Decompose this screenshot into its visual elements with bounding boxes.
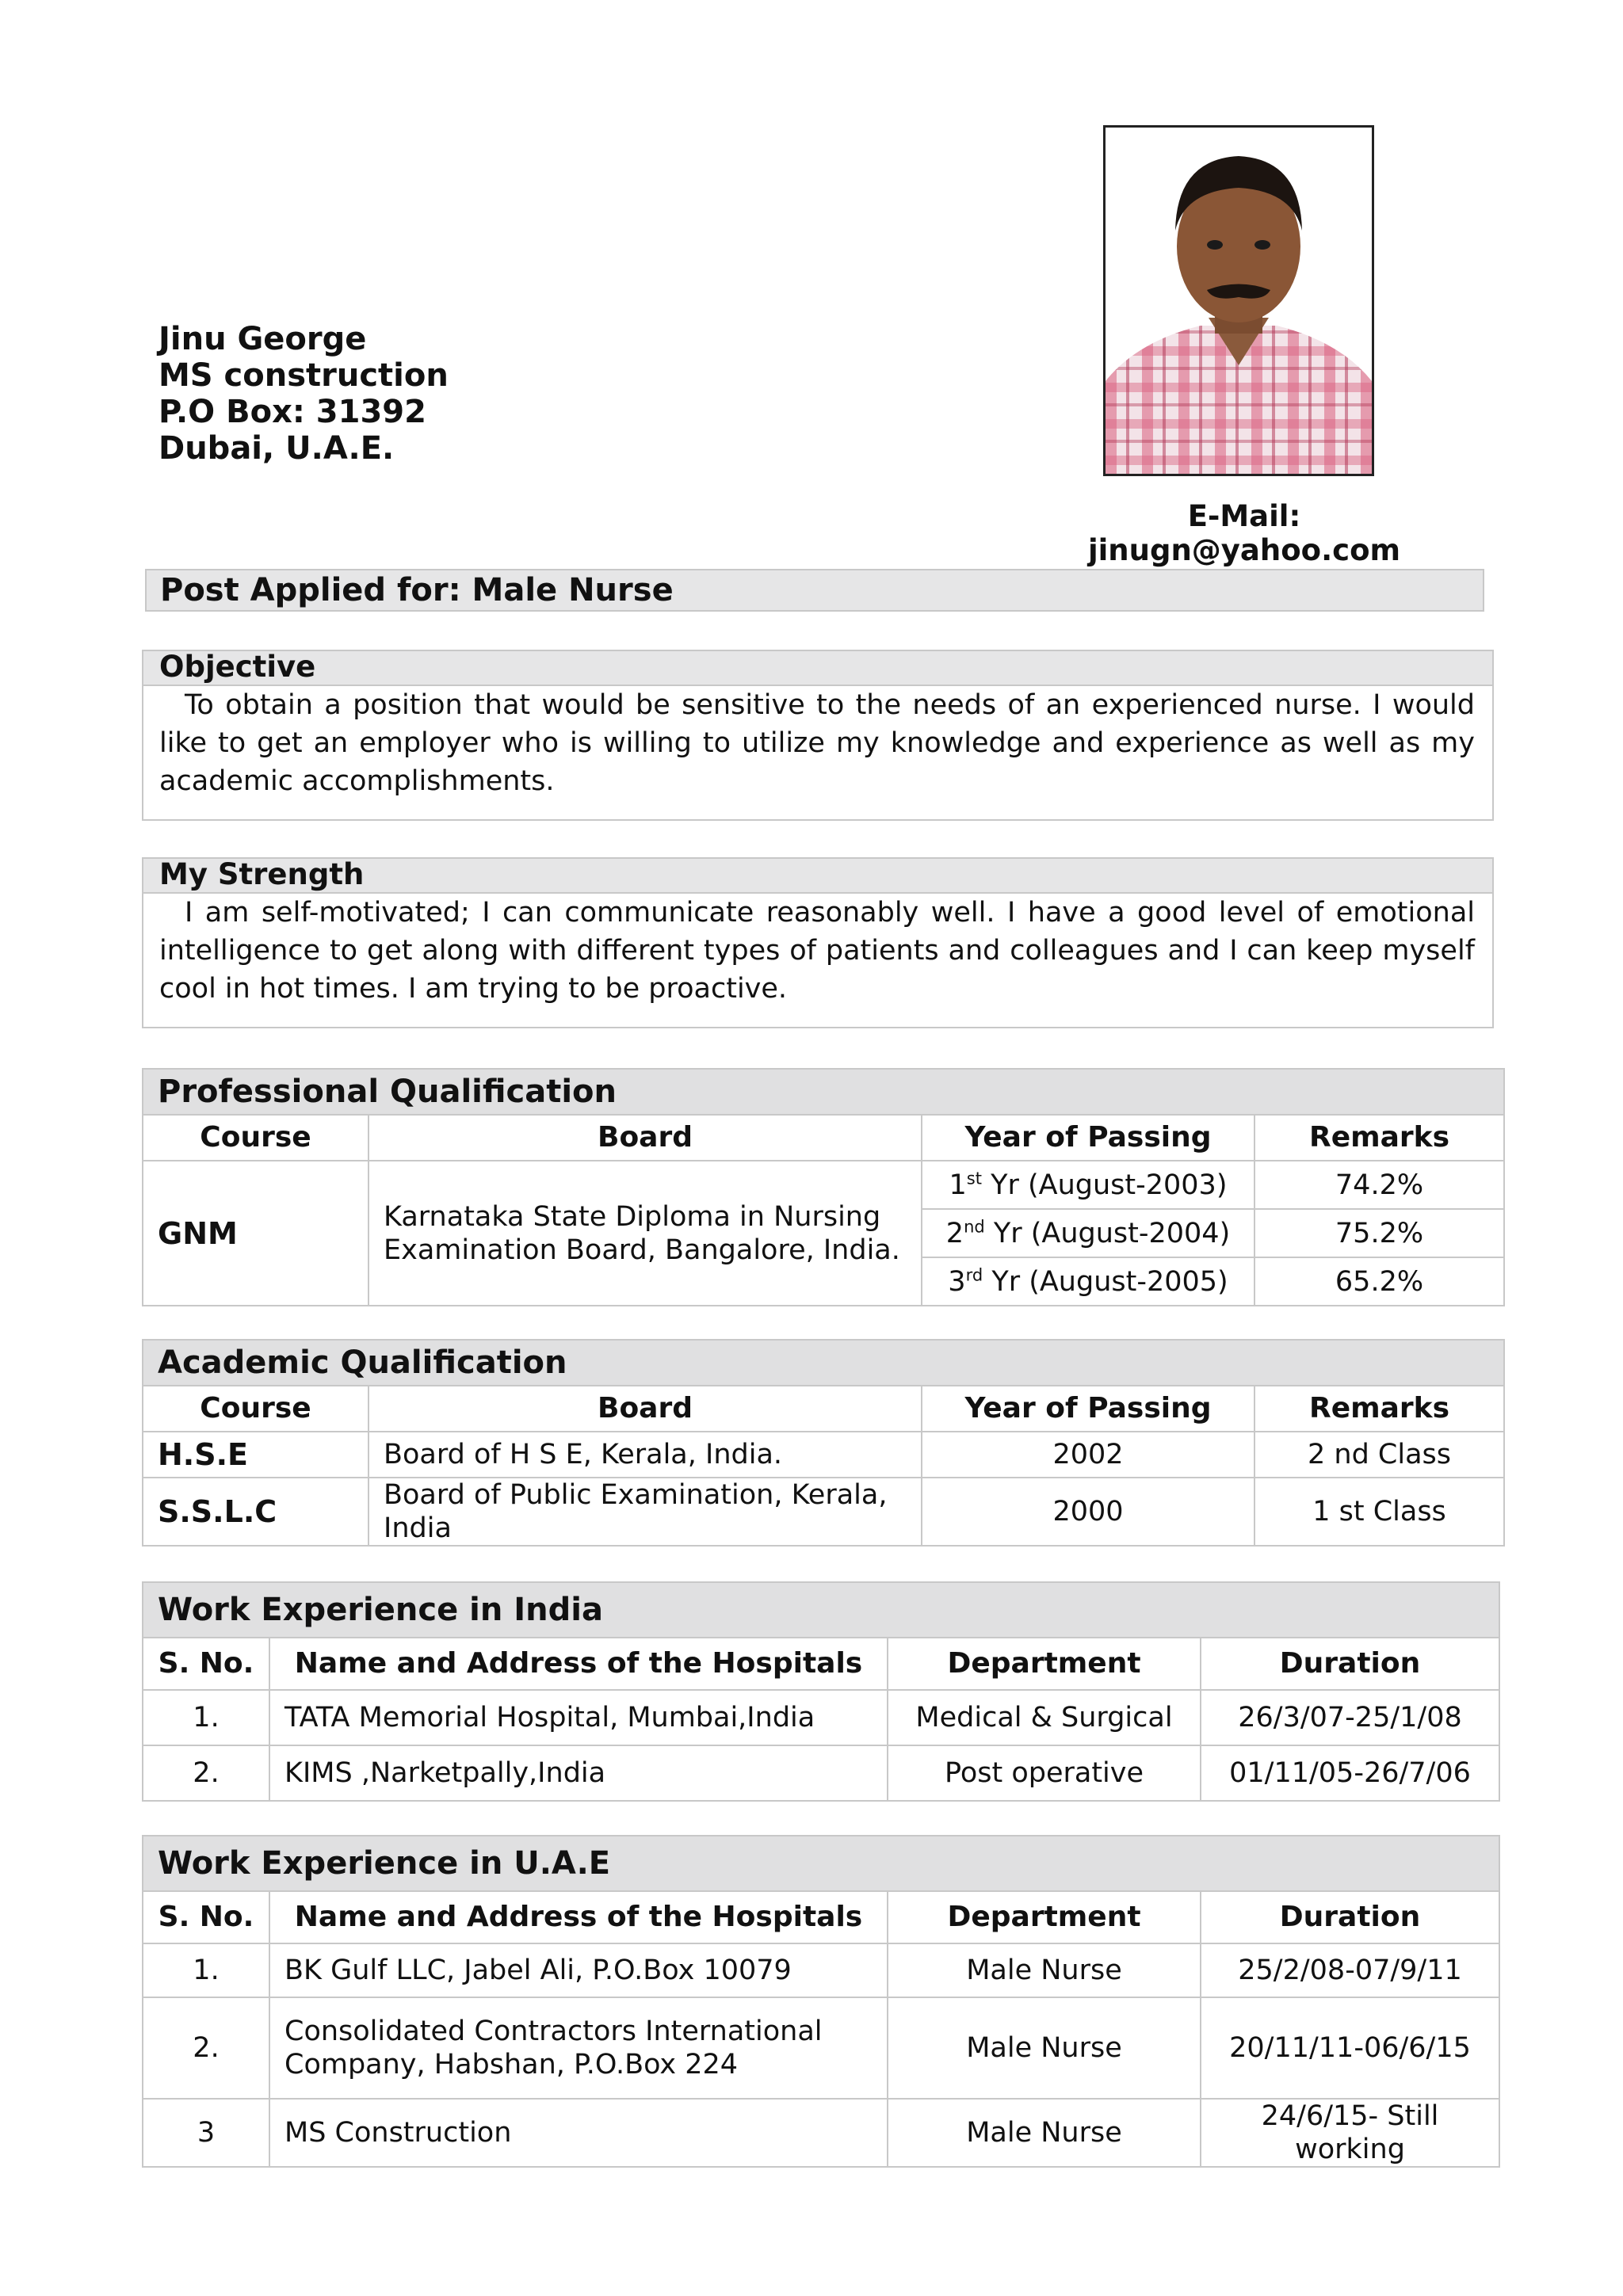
- work-india-title: Work Experience in India: [143, 1582, 1499, 1638]
- duration-cell: 25/2/08-07/9/11: [1201, 1943, 1499, 1997]
- duration-cell: 01/11/05-26/7/06: [1201, 1745, 1499, 1801]
- sno-cell: 1.: [143, 1690, 269, 1745]
- year-cell: 1st Yr (August-2003): [922, 1161, 1254, 1209]
- remark-cell: 75.2%: [1254, 1209, 1504, 1257]
- col-header: Name and Address of the Hospitals: [269, 1638, 888, 1690]
- department-cell: Male Nurse: [888, 2099, 1201, 2167]
- board-cell: Karnataka State Diploma in Nursing Examination Board, Bangalore, India.: [369, 1161, 922, 1306]
- sno-cell: 3: [143, 2099, 269, 2167]
- company-name: MS construction: [158, 357, 449, 394]
- col-header: Remarks: [1254, 1115, 1504, 1161]
- applicant-name: Jinu George: [158, 321, 367, 357]
- department-cell: Male Nurse: [888, 1997, 1201, 2099]
- col-header: Board: [369, 1115, 922, 1161]
- col-header: S. No.: [143, 1891, 269, 1943]
- person-photo-icon: [1106, 128, 1372, 474]
- professional-qualification-table: [142, 1068, 1505, 1306]
- course-cell: H.S.E: [143, 1432, 369, 1478]
- table-row: [143, 1997, 1499, 2099]
- remark-cell: 74.2%: [1254, 1161, 1504, 1209]
- strength-text: I am self-motivated; I can communicate reasonably well. I have a good level of emotional intelligence to get along with different types of patients and colleagues and I can keep myself cool in hot times. I am trying to be proactive.: [159, 897, 1475, 1005]
- academic-qualification-table: [142, 1339, 1505, 1547]
- course-cell: S.S.L.C: [143, 1478, 369, 1546]
- post-applied: Post Applied for: Male Nurse: [145, 569, 1484, 612]
- col-header: Department: [888, 1891, 1201, 1943]
- hospital-cell: BK Gulf LLC, Jabel Ali, P.O.Box 10079: [269, 1943, 888, 1997]
- table-row: [143, 1745, 1499, 1801]
- sno-cell: 2.: [143, 1745, 269, 1801]
- academic-title: Academic Qualification: [143, 1340, 1504, 1386]
- hospital-cell: Consolidated Contractors International Company, Habshan, P.O.Box 224: [269, 1997, 888, 2099]
- col-header: Remarks: [1254, 1386, 1504, 1432]
- col-header: Year of Passing: [922, 1386, 1254, 1432]
- department-cell: Medical & Surgical: [888, 1690, 1201, 1745]
- profile-photo: [1103, 125, 1374, 476]
- hospital-cell: TATA Memorial Hospital, Mumbai,India: [269, 1690, 888, 1745]
- sno-cell: 2.: [143, 1997, 269, 2099]
- year-cell: 2nd Yr (August-2004): [922, 1209, 1254, 1257]
- email: E-Mail: jinugn@yahoo.com: [1087, 499, 1401, 567]
- col-header: Duration: [1201, 1891, 1499, 1943]
- course-cell: GNM: [143, 1161, 369, 1306]
- remark-cell: 1 st Class: [1254, 1478, 1504, 1546]
- department-cell: Post operative: [888, 1745, 1201, 1801]
- remark-cell: 2 nd Class: [1254, 1432, 1504, 1478]
- hospital-cell: KIMS ,Narketpally,India: [269, 1745, 888, 1801]
- table-row: [143, 1690, 1499, 1745]
- work-uae-title: Work Experience in U.A.E: [143, 1836, 1499, 1891]
- po-box: P.O Box: 31392: [158, 394, 426, 430]
- col-header: Department: [888, 1638, 1201, 1690]
- department-cell: Male Nurse: [888, 1943, 1201, 1997]
- col-header: Course: [143, 1115, 369, 1161]
- col-header: Year of Passing: [922, 1115, 1254, 1161]
- year-cell: 2000: [922, 1478, 1254, 1546]
- table-row: [143, 1943, 1499, 1997]
- sno-cell: 1.: [143, 1943, 269, 1997]
- duration-cell: 20/11/11-06/6/15: [1201, 1997, 1499, 2099]
- duration-cell: 26/3/07-25/1/08: [1201, 1690, 1499, 1745]
- strength-title: My Strength: [143, 859, 1492, 894]
- objective-section: [142, 650, 1494, 821]
- work-india-table: [142, 1581, 1500, 1802]
- board-cell: Board of Public Examination, Kerala, India: [369, 1478, 922, 1546]
- remark-cell: 65.2%: [1254, 1257, 1504, 1306]
- board-cell: Board of H S E, Kerala, India.: [369, 1432, 922, 1478]
- col-header: Name and Address of the Hospitals: [269, 1891, 888, 1943]
- city: Dubai, U.A.E.: [158, 430, 395, 467]
- address-block: [158, 321, 449, 467]
- professional-title: Professional Qualification: [143, 1069, 1504, 1115]
- year-cell: 3rd Yr (August-2005): [922, 1257, 1254, 1306]
- table-row: [143, 2099, 1499, 2167]
- hospital-cell: MS Construction: [269, 2099, 888, 2167]
- objective-text: To obtain a position that would be sensitive to the needs of an experienced nurse. I would like to get an employer who is willing to utilize my knowledge and experience as well as my academic accomplishments.: [159, 689, 1475, 797]
- col-header: S. No.: [143, 1638, 269, 1690]
- strength-section: [142, 857, 1494, 1028]
- col-header: Board: [369, 1386, 922, 1432]
- col-header: Duration: [1201, 1638, 1499, 1690]
- objective-title: Objective: [143, 651, 1492, 686]
- col-header: Course: [143, 1386, 369, 1432]
- work-uae-table: [142, 1835, 1500, 2168]
- duration-cell: 24/6/15- Still working: [1201, 2099, 1499, 2167]
- year-cell: 2002: [922, 1432, 1254, 1478]
